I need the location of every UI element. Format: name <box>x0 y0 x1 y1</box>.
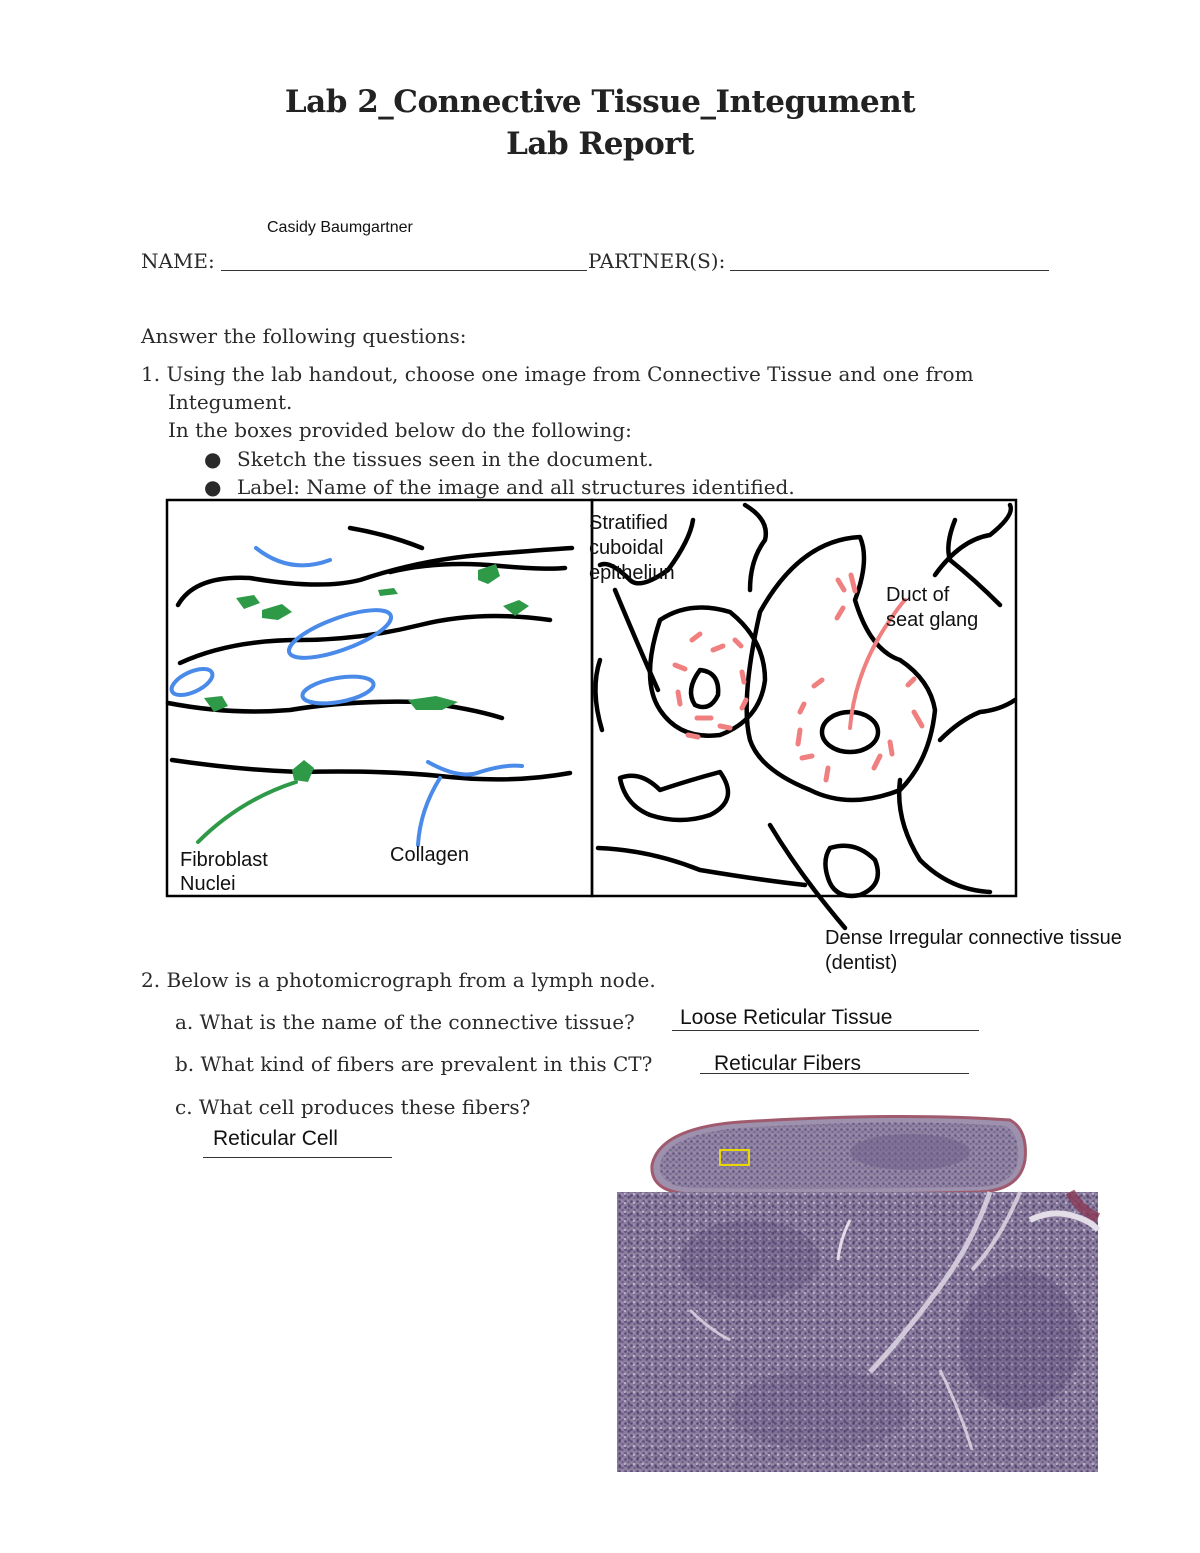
label-epithelium-line1: Stratified <box>589 512 668 534</box>
elastic-fibers <box>168 528 572 779</box>
document-title: Lab 2_Connective Tissue_Integument <box>284 84 916 120</box>
label-epithelium-line3: epitheliun <box>589 562 675 584</box>
label-dense-line1: Dense Irregular connective tissue <box>825 927 1122 949</box>
answer-2c-line[interactable] <box>203 1157 392 1158</box>
lymph-node-micrograph <box>600 1110 1120 1480</box>
label-fibroblast-line2: Nuclei <box>180 873 236 895</box>
question-1-line-3: In the boxes provided below do the following: <box>168 418 632 442</box>
answer-2c: Reticular Cell <box>213 1127 338 1150</box>
label-duct-line2: seat glang <box>886 609 979 631</box>
lymph-node-zoom <box>617 1192 1098 1472</box>
bullet-item-label: Label: Name of the image and all structures identified. <box>237 475 795 499</box>
bullet-marker: ● <box>204 475 222 499</box>
partner-label: PARTNER(S): <box>588 249 726 273</box>
sketch-box-connective-tissue <box>167 500 592 896</box>
question-1-line-2: Integument. <box>168 390 293 414</box>
answer-2a-line[interactable] <box>672 1030 979 1031</box>
question-2c: c. What cell produces these fibers? <box>175 1095 531 1119</box>
label-fibroblast-line1: Fibroblast <box>180 849 268 871</box>
question-2-stem: 2. Below is a photomicrograph from a lymph node. <box>141 968 656 992</box>
fibroblast-pointer <box>198 782 296 842</box>
question-2b: b. What kind of fibers are prevalent in this CT? <box>175 1052 653 1076</box>
answer-2a: Loose Reticular Tissue <box>680 1006 893 1029</box>
label-collagen: Collagen <box>390 844 469 866</box>
student-name-value: Casidy Baumgartner <box>267 219 413 236</box>
label-dense-line2: (dentist) <box>825 952 898 974</box>
answer-2b: Reticular Fibers <box>714 1052 862 1075</box>
label-epithelium-line2: cuboidal <box>589 537 664 559</box>
bullet-marker: ● <box>204 447 222 471</box>
label-duct-line1: Duct of <box>886 584 950 606</box>
document-subtitle: Lab Report <box>506 126 694 162</box>
name-label: NAME: <box>141 249 215 273</box>
instructions-intro: Answer the following questions: <box>141 324 467 348</box>
question-2a: a. What is the name of the connective tissue? <box>175 1010 635 1034</box>
question-1-line-1: 1. Using the lab handout, choose one image from Connective Tissue and one from <box>141 362 974 386</box>
fibroblast-nuclei <box>204 564 529 782</box>
bullet-item-sketch: Sketch the tissues seen in the document. <box>237 447 654 471</box>
